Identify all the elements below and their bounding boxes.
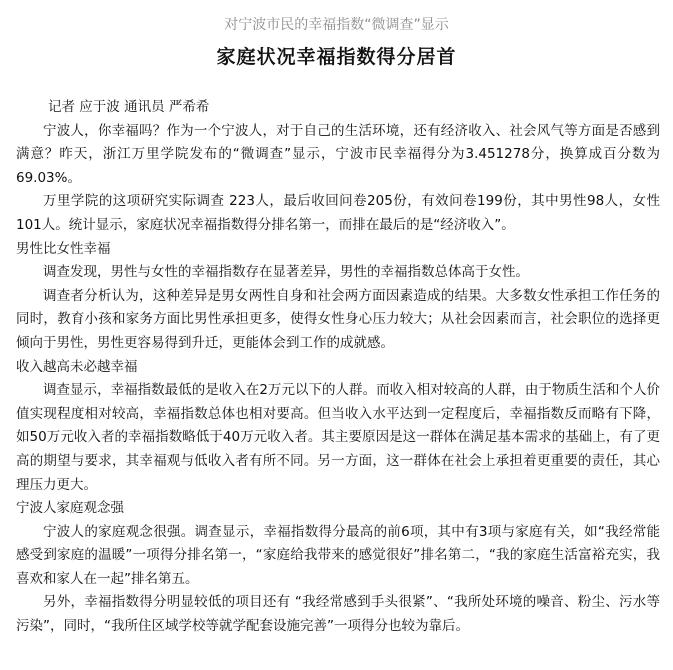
section-heading: 男性比女性幸福: [16, 240, 111, 257]
section-heading: 宁波人家庭观念强: [16, 500, 124, 517]
article-subtitle: 对宁波市民的幸福指数“微调查”显示: [224, 17, 449, 33]
paragraph: 宁波人，你幸福吗？作为一个宁波人，对于自己的生活环境，还有经济收入、社会风气等方面是否感到满意？昨天，浙江万里学院发布的“微调查”显示，宁波市民幸福得分为3.451278分，换算成百分数为69.03%。: [16, 122, 660, 186]
paragraph: 调查发现，男性与女性的幸福指数存在显著差异，男性的幸福指数总体高于女性。: [43, 264, 529, 281]
paragraph: 万里学院的这项研究实际调查 223人，最后收回问卷205份，有效问卷199份，其中男性98人，女性101人。统计显示，家庭状况幸福指数得分排名第一，而排在最后的是“经济收入”。: [16, 193, 660, 233]
paragraph: 另外，幸福指数得分明显较低的项目还有 “我经常感到手头很紧”、“我所处环境的噪音、粉尘、污水等污染”，同时，“我所住区域学校等就学配套设施完善”一项得分也较为靠后。: [16, 594, 660, 635]
article-body: [16, 96, 660, 639]
section-heading: 收入越高未必越幸福: [16, 358, 138, 375]
paragraph: 调查者分析认为，这种差异是男女两性自身和社会两方面因素造成的结果。大多数女性承担工作任务的同时，教育小孩和家务方面比男性承担更多，使得女性身心压力较大；从社会因素而言，社会职位的选择更倾向于男性，男性更容易得到升迁，更能体会到工作的成就感。: [16, 287, 660, 351]
paragraph: 宁波人的家庭观念很强。调查显示，幸福指数得分最高的前6项，其中有3项与家庭有关，如“我经常能感受到家庭的温暖”一项得分排名第一，“家庭给我带来的感觉很好”排名第二，“我的家庭生活富裕充实，我喜欢和家人在一起”排名第五。: [16, 523, 660, 587]
article-title: 家庭状况幸福指数得分居首: [216, 46, 457, 68]
article-byline: 记者 应于波 通讯员 严希希: [48, 99, 210, 115]
paragraph: 调查显示，幸福指数最低的是收入在2万元以下的人群。而收入相对较高的人群，由于物质生活和个人价值实现程度相对较高，幸福指数总体也相对要高。但当收入水平达到一定程度后，幸福指数反而略有下降，如50万元收入者的幸福指数略低于40万元收入者。其主要原因是这一群体在满足基本需求的基础上，有了更高的期望与要求，其幸福观与低收入者有所不同。另一方面，这一群体在社会上承担着更重要的责任，其心理压力更大。: [16, 382, 660, 493]
